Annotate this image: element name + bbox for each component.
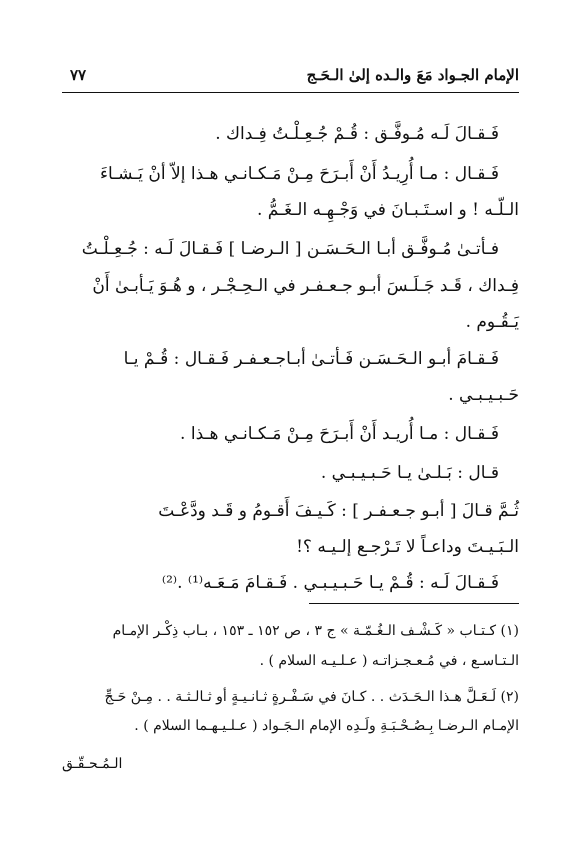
- running-header: [62, 66, 519, 93]
- body-line-11: ثُـمَّ قـالَ [ أبـو جـعـفـر ] : كَـيـفَ أَقـومُ و قَـد ودَّعْـتَ: [158, 501, 519, 521]
- page-number: ٧٧: [70, 66, 87, 84]
- signature-editor: الـمُـحـقّـق: [62, 756, 123, 772]
- footnote-2-line-2: الإمـام الـرضـا بِـصُـحْـبَـةِ ولَـدِه الإمام الـجَـواد ( عـلـيـهـما السلام ) .: [134, 718, 519, 734]
- footnote-2-line-1: (٢) لَـعَـلَّ هـذا الـحَـدَث . . كـانَ في سَـفْـرةٍ ثـانـيـةٍ أو ثـالـثـة . . مِـنْ حَـجِّ: [104, 689, 519, 705]
- body-line-3: الـلّـه ! و اسـتَـبـانَ في وَجْـهِـه الـغَـمُّ .: [256, 200, 519, 220]
- footnote-separator: [309, 603, 519, 604]
- body-line-1: فَـقـالَ لَـه مُـوفَّـق : قُـمْ جُـعِـلْـتُ فِـداك .: [215, 124, 499, 144]
- body-line-6: يَـقُـوم .: [465, 312, 519, 332]
- footnote-1-line-2: الـتـاسـع ، في مُـعـجـزاتـه ( عـلـيـه السلام ) .: [259, 653, 519, 669]
- body-line-12: الـبَـيـتَ وداعـاً لا تَـرْجـع إلـيـه ؟!: [296, 537, 519, 557]
- footnote-1-line-1: (١) كـتـاب « كَـشْـف الـغُـمّـة » ج ٣ ، ص ١٥٢ ـ ١٥٣ ، بـاب ذِكْـر الإمـام: [112, 623, 519, 639]
- body-line-10: قـال : بَـلـىٰ يـا حَـبـيـبـي .: [320, 463, 499, 483]
- body-line-8: حَـبـيـبـي .: [448, 385, 519, 405]
- body-line-2: فَـقـال : مـا أُرِيـدُ أَنْ أَبـرَحَ مِـنْ مَـكـانـي هـذا إلاّ أنْ يَـشـاءَ: [99, 164, 499, 184]
- body-line-5: فِـداك ، قَـد جَـلَـسَ أبـو جـعـفـر في الـحِـجْـر ، و هُـوَ يَـأبـىٰ أَنْ: [92, 276, 519, 296]
- running-title: الإمام الجـواد مَعَ والـده إلىٰ الـحَـج: [306, 66, 519, 84]
- body-line-13: فَـقـالَ لَـه : قُـمْ يـا حَـبـيـبـي . فَـقـامَ مَـعَـه⁽¹⁾ .⁽²⁾: [161, 573, 499, 593]
- body-line-4: فـأتـىٰ مُـوفَّـق أبـا الـحَـسَـن [ الـرضـا ] فَـقـالَ لَـه : جُـعِـلْـتُ: [81, 239, 499, 259]
- body-line-9: فَـقـال : مـا أُريـد أَنْ أَبـرَحَ مِـنْ مَـكـانـي هـذا .: [180, 424, 499, 444]
- body-line-7: فَـقـامَ أبـو الـحَـسَـن فَـأتـىٰ أبـاجـعـفـر فَـقـال : قُـمْ يـا: [123, 349, 499, 369]
